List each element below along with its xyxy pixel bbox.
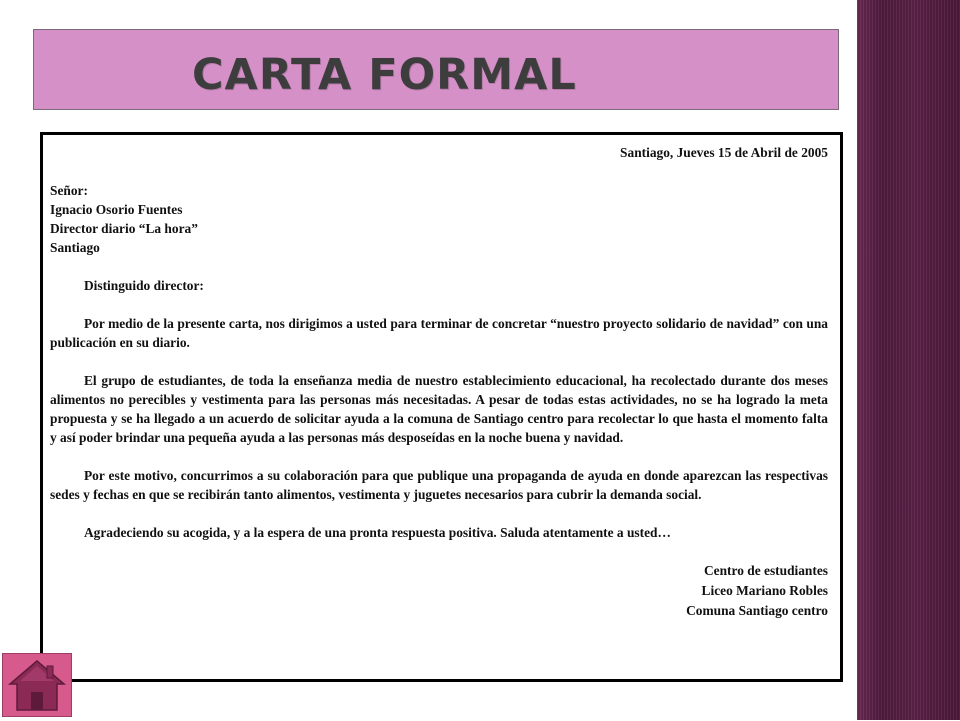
letter-paragraph: Por medio de la presente carta, nos dirigimos a usted para terminar de concretar “nuestro proyecto solidario de navidad” con una publicación en su diario. [50,316,828,350]
recipient-line: Ignacio Osorio Fuentes [50,202,183,217]
recipient-line: Santiago [50,240,100,255]
home-button[interactable] [2,653,72,717]
signature-line: Centro de estudiantes [704,563,828,578]
letter-document [40,132,843,682]
letter-date: Santiago, Jueves 15 de Abril de 2005 [620,145,828,160]
decorative-side-bar [857,0,960,720]
recipient-line: Director diario “La hora” [50,221,198,236]
home-icon [3,654,71,716]
recipient-block [50,181,828,257]
letter-paragraph: Por este motivo, concurrimos a su colaboración para que publique una propaganda de ayuda en donde aparezcan las respectivas sedes y fechas en que se recibirán tanto alimentos, vestimenta y juguetes necesarios para cubrir la demanda social. [50,468,828,502]
signature-block [50,561,828,621]
letter-greeting: Distinguido director: [84,278,204,293]
signature-line: Liceo Mariano Robles [701,583,828,598]
signature-line: Comuna Santiago centro [686,603,828,618]
letter-paragraph: El grupo de estudiantes, de toda la enseñanza media de nuestro establecimiento educacional, ha recolectado durante dos meses alimentos no perecibles y vestimenta para las personas más necesitadas. A pesar de todas estas actividades, no se ha logrado la meta propuesta y se ha llegado a un acuerdo de solicitar ayuda a la comuna de Santiago centro para recolectar lo que hasta el momento falta y así poder brindar una pequeña ayuda a las personas más desposeídas en la noche buena y navidad. [50,373,828,445]
letter-closing: Agradeciendo su acogida, y a la espera de una pronta respuesta positiva. Saluda atentamente a usted… [84,525,671,540]
slide-title: CARTA FORMAL [192,50,577,100]
recipient-line: Señor: [50,183,88,198]
title-banner [33,29,839,110]
